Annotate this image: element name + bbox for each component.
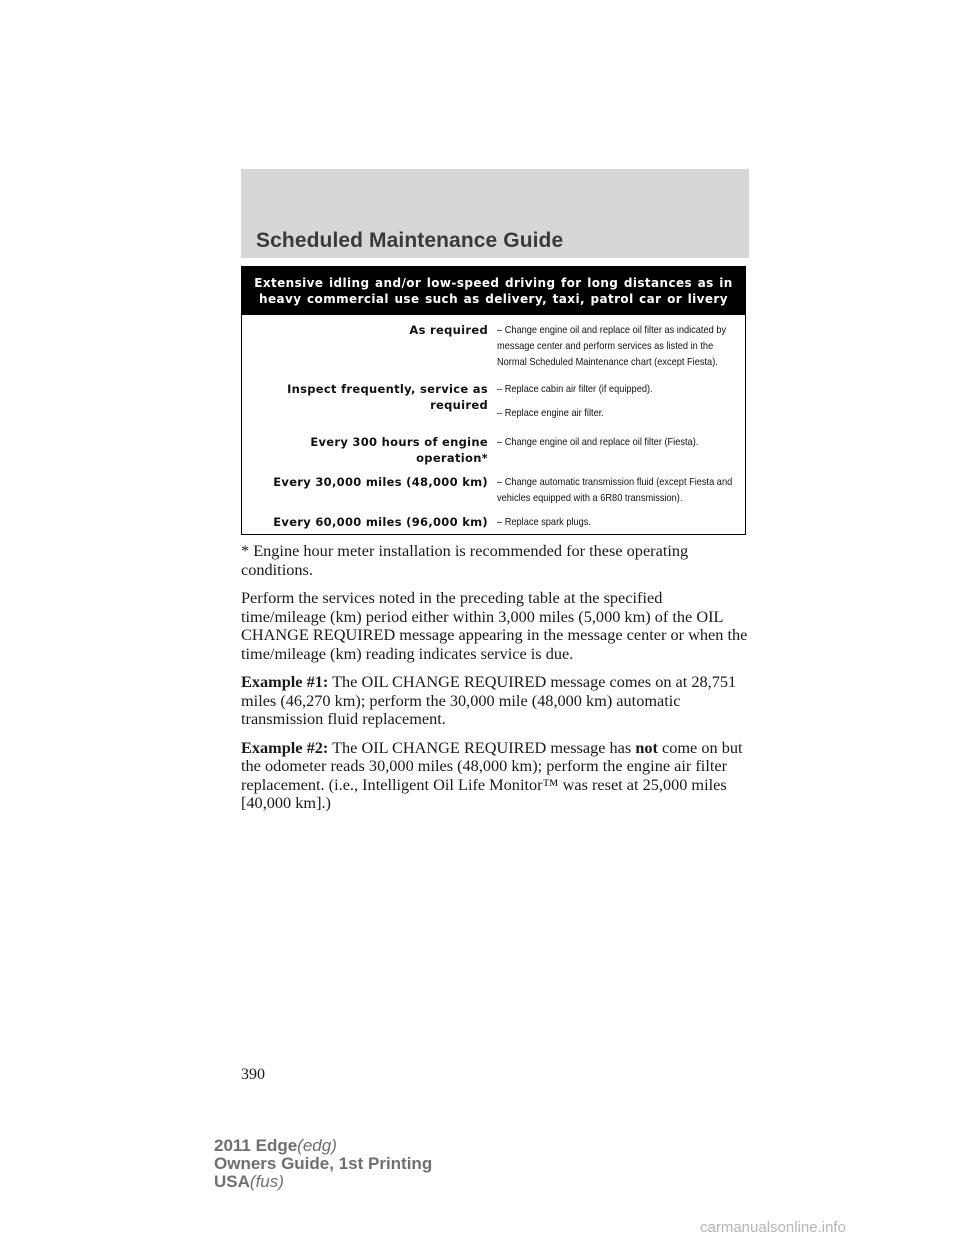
- example-2-text-after: come on but the odometer reads 30,000 miles (48,000 km); perform the engine air filter replacement. (i.e., Intelligent Oil Life Monitor™ was reset at 25,000 miles [40,000 km].): [241, 737, 743, 812]
- example-1: [241, 673, 751, 729]
- footer-market: USA: [214, 1172, 250, 1191]
- footnote: * Engine hour meter installation is recommended for these operating conditions.: [241, 541, 689, 579]
- row-service-items: [497, 514, 743, 530]
- section-title: Scheduled Maintenance Guide: [256, 229, 564, 252]
- row-interval-label: Inspect frequently, service as required: [287, 382, 488, 412]
- footer-model-line: [214, 1137, 432, 1155]
- print-footer: [214, 1137, 432, 1191]
- footer-market-line: [214, 1173, 432, 1191]
- service-item: – Replace cabin air filter (if equipped).: [497, 383, 653, 395]
- row-interval-label: Every 300 hours of engine operation*: [310, 435, 488, 465]
- footer-guide-line: [214, 1155, 432, 1173]
- row-interval-label: As required: [409, 323, 488, 337]
- row-interval-label: Every 60,000 miles (96,000 km): [273, 515, 488, 529]
- footer-model-code: (edg): [297, 1136, 337, 1155]
- row-service-items: [497, 434, 743, 450]
- example-2: [241, 739, 751, 813]
- service-item: – Change engine oil and replace oil filter (Fiesta).: [497, 436, 699, 448]
- service-item: – Replace spark plugs.: [497, 516, 591, 528]
- example-2-label: Example #2:: [241, 737, 329, 757]
- page-number: 390: [241, 1066, 265, 1083]
- service-item: – Change automatic transmission fluid (except Fiesta and vehicles equipped with a 6R80 transmission).: [497, 476, 733, 504]
- example-1-text: The OIL CHANGE REQUIRED message comes on at 28,751 miles (46,270 km); perform the 30,000 mile (48,000 km) automatic transmission fluid replacement.: [241, 672, 737, 728]
- intro-paragraph: Perform the services noted in the preceding table at the specified time/mileage (km) period either within 3,000 miles (5,000 km) of the OIL CHANGE REQUIRED message appearing in the message center or when the time/mileage (km) reading indicates service is due.: [241, 588, 748, 663]
- row-service-items: [497, 381, 743, 421]
- table-heading: Extensive idling and/or low-speed driving for long distances as in heavy commercial use such as delivery, taxi, patrol car or livery: [242, 267, 745, 315]
- example-2-text-before: The OIL CHANGE REQUIRED message has: [332, 737, 636, 757]
- footer-market-code: (fus): [249, 1172, 284, 1191]
- row-service-items: [497, 322, 743, 370]
- footer-model: 2011 Edge: [214, 1136, 298, 1155]
- watermark: carmanualsonline.info: [700, 1219, 846, 1236]
- example-2-emphasis: not: [635, 737, 658, 757]
- footer-guide: Owners Guide, 1st Printing: [214, 1154, 433, 1173]
- row-service-items: [497, 474, 743, 506]
- example-1-label: Example #1:: [241, 672, 329, 691]
- row-interval-label: Every 30,000 miles (48,000 km): [273, 475, 488, 489]
- service-item: – Change engine oil and replace oil filter as indicated by message center and perform services as listed in the Normal Scheduled Maintenance chart (except Fiesta).: [497, 324, 727, 368]
- service-item: – Replace engine air filter.: [497, 407, 604, 419]
- body-text: [241, 542, 751, 823]
- maintenance-table: [241, 266, 746, 535]
